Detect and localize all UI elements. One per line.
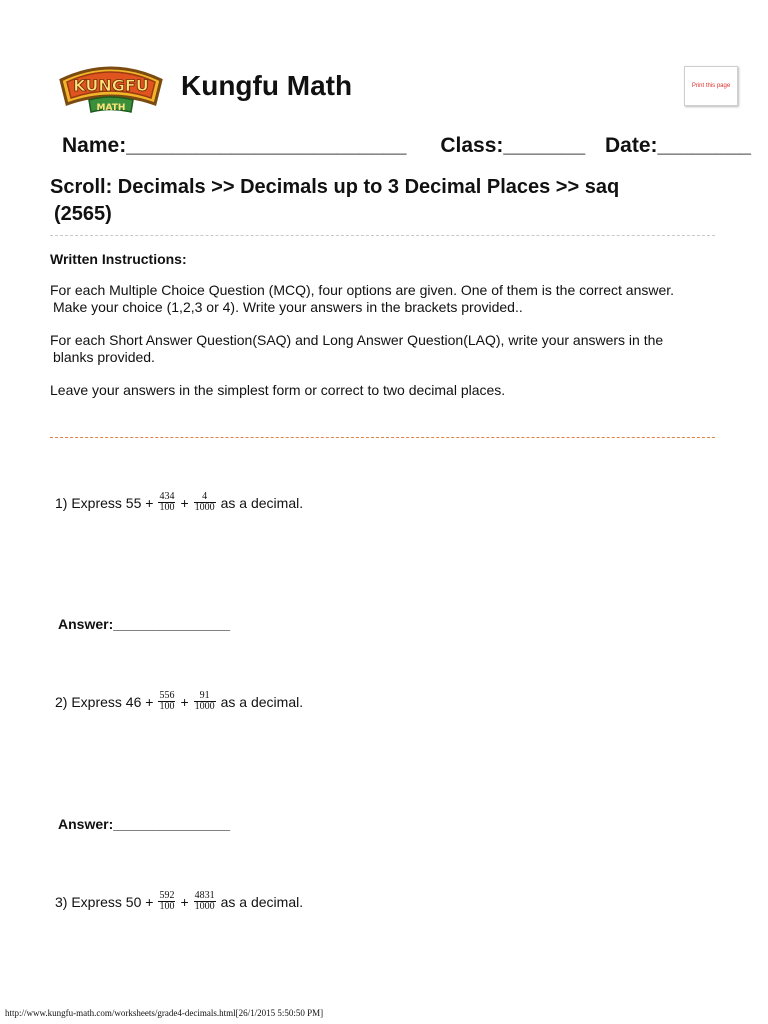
student-info-fields [62,134,751,158]
logo-text-top: KUNGFU [73,76,149,95]
print-page-button[interactable]: Print this page [684,66,738,106]
logo-text-bottom: MATH [96,103,126,113]
numerator: 4 [202,491,208,502]
plus-sign: + [180,893,189,910]
instruction-saq-line1: For each Short Answer Question(SAQ) and Long Answer Question(LAQ), write your answers in the [50,332,664,348]
kungfu-math-logo [55,58,167,118]
fraction [158,492,175,513]
numerator: 556 [159,690,175,701]
instruction-mcq-line2: Make your choice (1,2,3 or 4). Write your answers in the brackets provided.. [53,299,523,315]
class-field[interactable]: Class:_______ [440,134,586,157]
fraction [194,891,216,912]
denominator: 1000 [194,701,215,712]
instruction-saq [50,332,740,366]
question-1-suffix: as a decimal. [220,494,304,511]
instruction-mcq [50,282,740,316]
denominator: 100 [159,901,175,912]
question-2-suffix: as a decimal. [220,693,304,710]
numerator: 592 [159,890,175,901]
plus-sign: + [180,494,189,511]
answer-2-blank[interactable]: Answer:_______________ [58,816,231,832]
scroll-title-line1: Scroll: Decimals >> Decimals up to 3 Decimal Places >> saq [50,176,620,198]
plus-sign: + [180,693,189,710]
question-3 [55,891,303,912]
date-field[interactable]: Date:________ [604,134,751,157]
denominator: 100 [159,502,175,513]
page-url-footer: http://www.kungfu-math.com/worksheets/grade4-decimals.html[26/1/2015 5:50:50 PM] [5,1008,324,1018]
instruction-saq-line2: blanks provided. [53,349,155,365]
scroll-title-line2: (2565) [54,203,112,225]
numerator: 434 [159,491,175,502]
question-2 [55,691,303,712]
denominator: 1000 [194,502,215,513]
question-2-label: 2) Express 46 + [55,693,154,710]
answer-1-blank[interactable]: Answer:_______________ [58,616,231,632]
question-1 [55,492,303,513]
instruction-form: Leave your answers in the simplest form or correct to two decimal places. [50,382,506,398]
name-field[interactable]: Name:________________________ [62,134,407,157]
divider [50,235,715,236]
scroll-title [50,174,700,228]
instructions-heading: Written Instructions: [50,251,187,267]
question-1-label: 1) Express 55 + [55,494,154,511]
denominator: 100 [159,701,175,712]
fraction [194,691,216,712]
numerator: 91 [199,690,210,701]
section-divider [50,437,715,438]
site-title: Kungfu Math [181,70,353,101]
fraction [194,492,216,513]
denominator: 1000 [194,901,215,912]
fraction [158,691,175,712]
fraction [158,891,175,912]
question-3-suffix: as a decimal. [220,893,304,910]
instruction-mcq-line1: For each Multiple Choice Question (MCQ), four options are given. One of them is the correct answer. [50,282,675,298]
numerator: 4831 [194,890,215,901]
question-3-label: 3) Express 50 + [55,893,154,910]
